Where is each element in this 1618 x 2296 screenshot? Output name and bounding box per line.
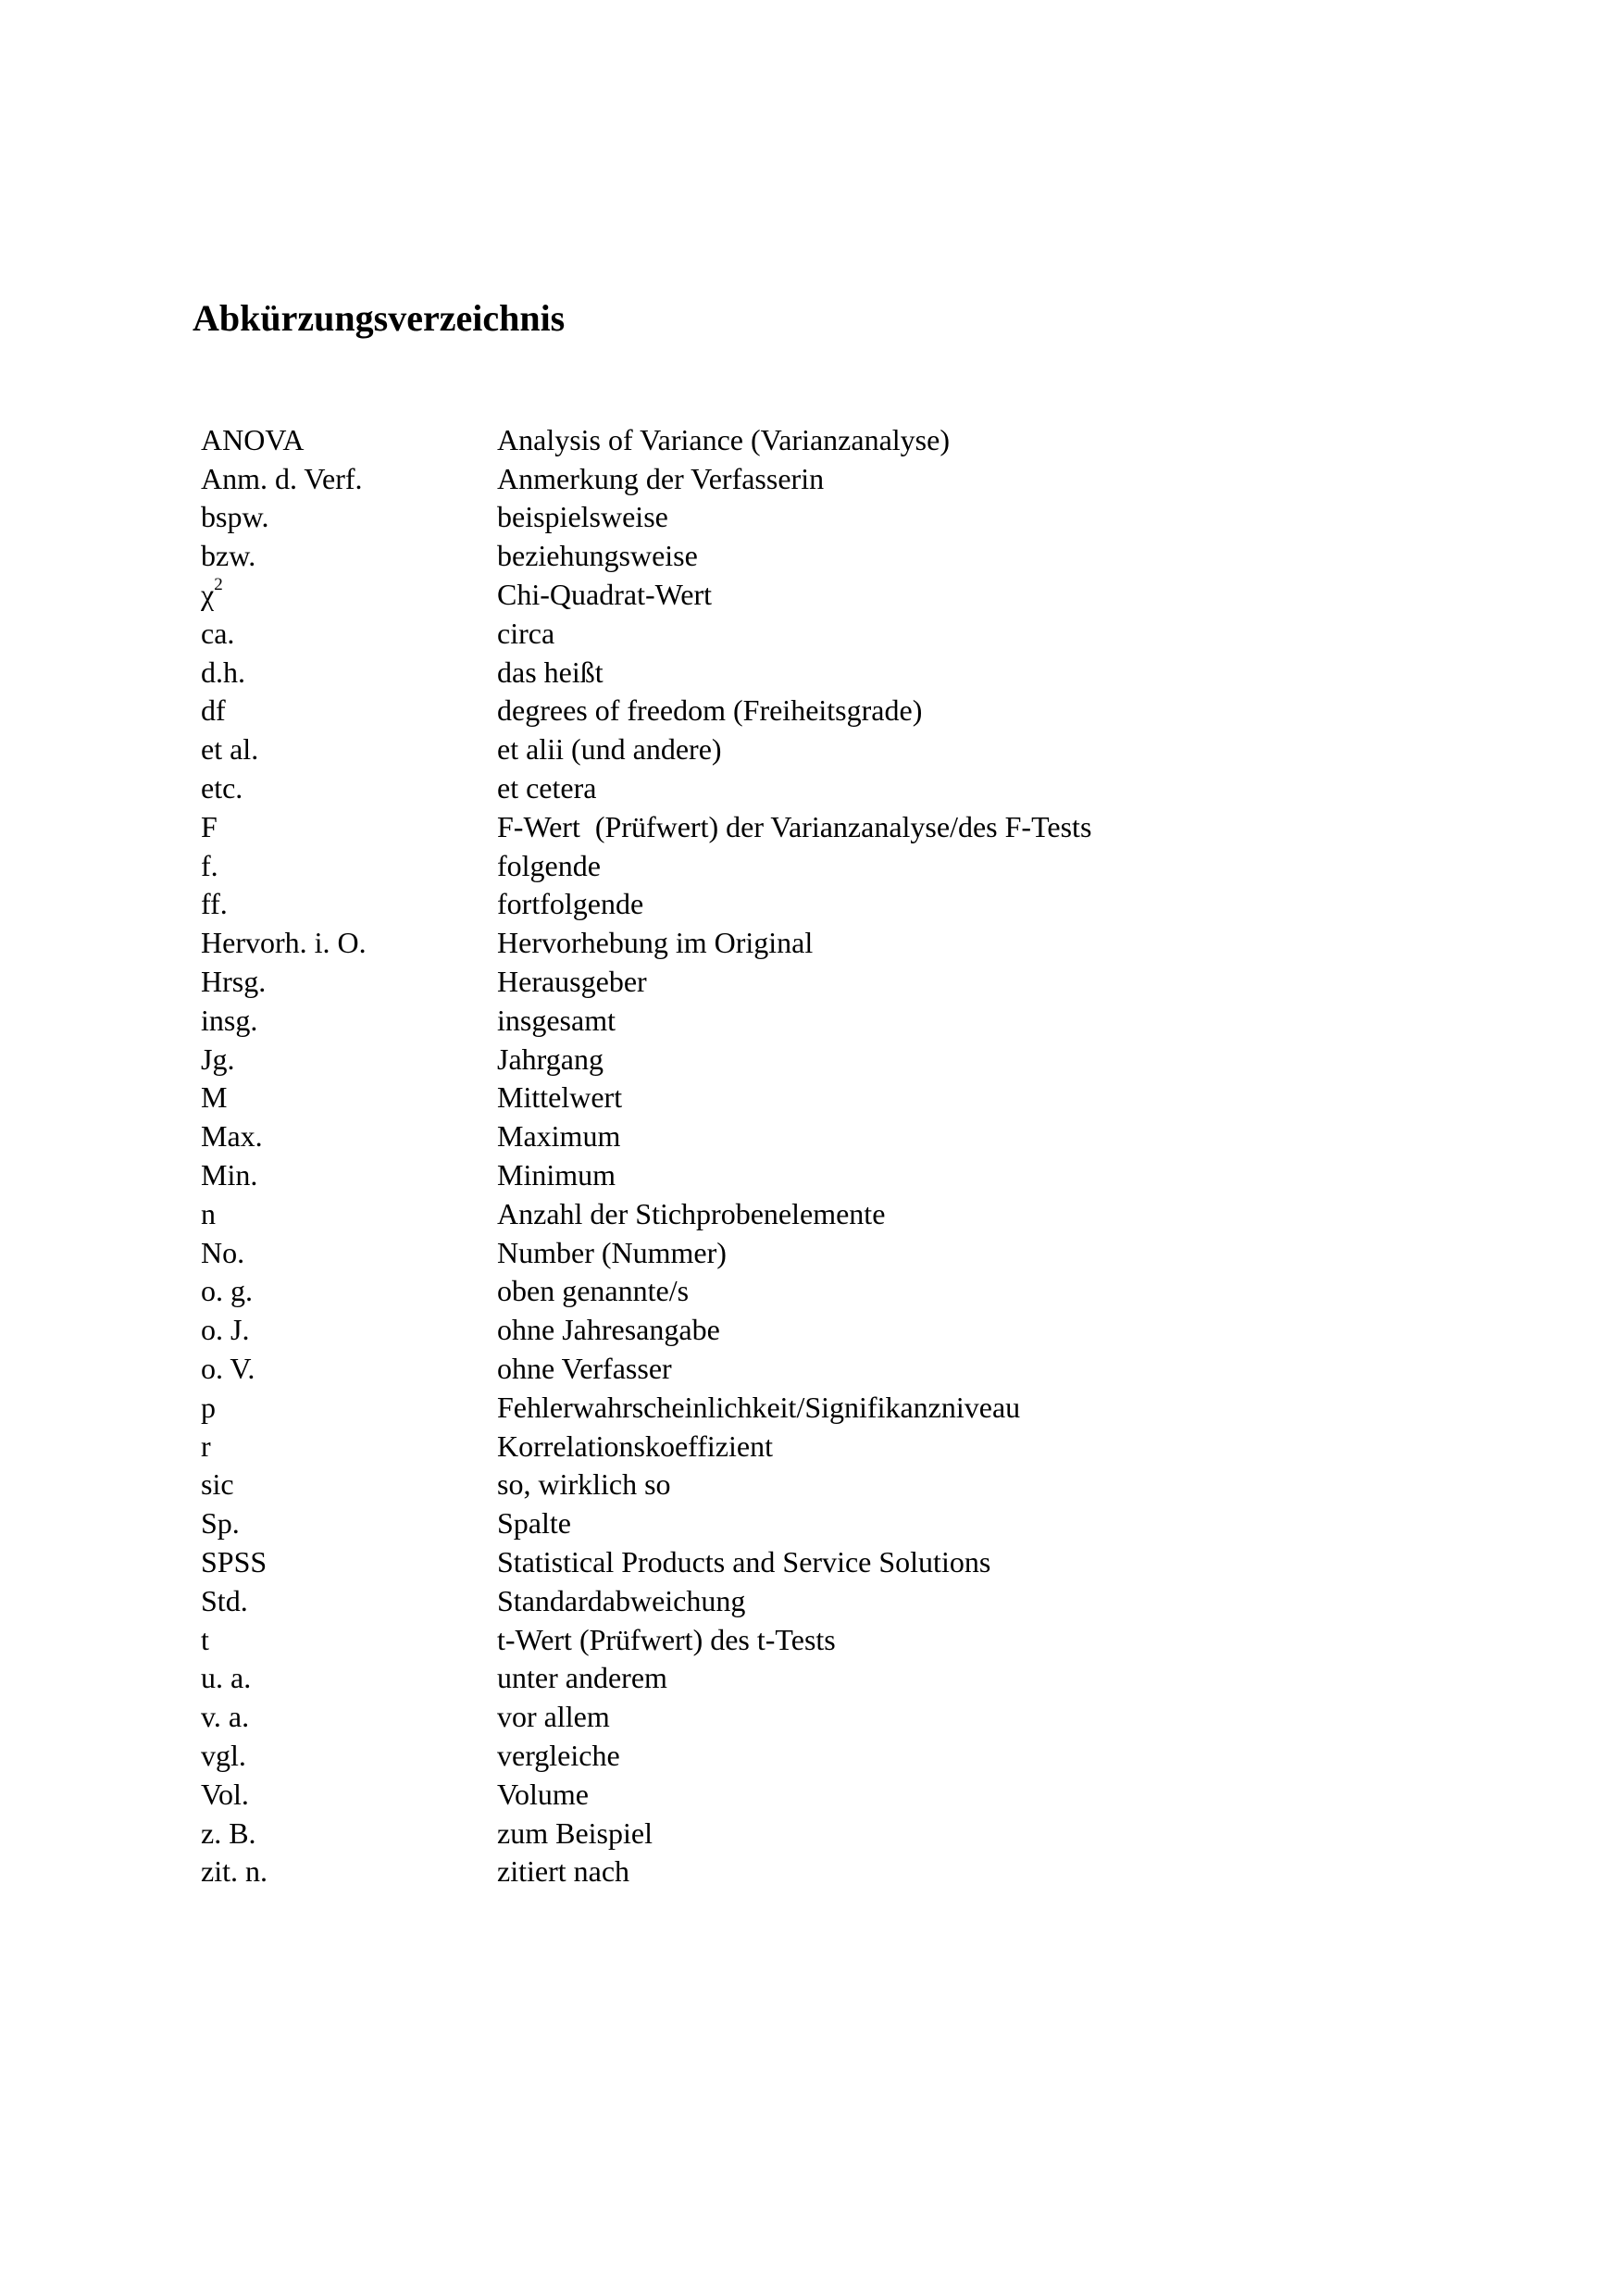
abbreviation-definition: Volume bbox=[497, 1777, 589, 1811]
abbreviation-definition: so, wirklich so bbox=[497, 1467, 671, 1502]
abbreviation-definition: das heißt bbox=[497, 655, 604, 689]
abbreviation-row bbox=[201, 1620, 1091, 1659]
abbreviation-term: Jg. bbox=[201, 1042, 235, 1076]
abbreviation-term: No. bbox=[201, 1235, 245, 1269]
abbreviation-definition: fortfolgende bbox=[497, 887, 644, 921]
abbreviation-term: F bbox=[201, 809, 218, 843]
abbreviation-definition: unter anderem bbox=[497, 1661, 667, 1695]
abbreviation-row bbox=[201, 1542, 1091, 1581]
abbreviation-term: z. B. bbox=[201, 1816, 256, 1850]
abbreviation-term: Std. bbox=[201, 1583, 248, 1617]
abbreviation-definition: zitiert nach bbox=[497, 1854, 630, 1889]
abbreviation-term: u. a. bbox=[201, 1661, 252, 1695]
abbreviation-definition: Analysis of Variance (Varianzanalyse) bbox=[497, 422, 950, 456]
abbreviation-row bbox=[201, 459, 1091, 498]
abbreviation-row bbox=[201, 1194, 1091, 1233]
abbreviation-row bbox=[201, 730, 1091, 768]
abbreviation-row bbox=[201, 1852, 1091, 1890]
abbreviation-row bbox=[201, 1349, 1091, 1388]
abbreviation-row bbox=[201, 653, 1091, 692]
abbreviation-definition: ohne Verfasser bbox=[497, 1352, 672, 1386]
abbreviation-definition: Number (Nummer) bbox=[497, 1235, 727, 1269]
abbreviation-row bbox=[201, 1697, 1091, 1736]
abbreviation-term: ff. bbox=[201, 887, 228, 921]
abbreviation-term: zit. n. bbox=[201, 1854, 268, 1889]
abbreviation-term: o. J. bbox=[201, 1313, 250, 1347]
abbreviation-term: d.h. bbox=[201, 655, 245, 689]
abbreviation-definition: ohne Jahresangabe bbox=[497, 1313, 720, 1347]
abbreviation-row bbox=[201, 575, 1091, 614]
abbreviation-definition: Standardabweichung bbox=[497, 1583, 746, 1617]
abbreviation-definition: Statistical Products and Service Solutions bbox=[497, 1545, 991, 1578]
abbreviation-row bbox=[201, 1001, 1091, 1040]
abbreviation-term: f. bbox=[201, 848, 218, 882]
abbreviation-definition: Anmerkung der Verfasserin bbox=[497, 461, 825, 495]
abbreviation-row bbox=[201, 692, 1091, 730]
abbreviation-term: M bbox=[201, 1080, 228, 1115]
abbreviation-row bbox=[201, 1427, 1091, 1466]
abbreviation-definition: Hervorhebung im Original bbox=[497, 926, 814, 960]
abbreviation-definition: beispielsweise bbox=[497, 500, 668, 534]
abbreviation-row bbox=[201, 1079, 1091, 1117]
abbreviation-row bbox=[201, 885, 1091, 924]
abbreviation-row bbox=[201, 807, 1091, 846]
abbreviation-term: etc. bbox=[201, 771, 243, 805]
abbreviation-row bbox=[201, 1233, 1091, 1272]
abbreviation-definition: circa bbox=[497, 616, 555, 650]
abbreviation-term: SPSS bbox=[201, 1545, 268, 1578]
abbreviation-definition: Jahrgang bbox=[497, 1042, 604, 1076]
abbreviation-row bbox=[201, 614, 1091, 653]
abbreviation-row bbox=[201, 846, 1091, 885]
abbreviation-row bbox=[201, 1581, 1091, 1620]
abbreviation-definition: insgesamt bbox=[497, 1003, 616, 1037]
abbreviation-term: Min. bbox=[201, 1158, 258, 1192]
abbreviation-definition: Mittelwert bbox=[497, 1080, 623, 1115]
abbreviation-row bbox=[201, 1272, 1091, 1311]
abbreviation-definition: folgende bbox=[497, 848, 601, 882]
abbreviation-definition: t-Wert (Prüfwert) des t-Tests bbox=[497, 1622, 836, 1656]
abbreviation-term: Vol. bbox=[201, 1777, 249, 1811]
abbreviation-row bbox=[201, 1775, 1091, 1814]
abbreviation-row bbox=[201, 536, 1091, 575]
abbreviation-term: Hervorh. i. O. bbox=[201, 926, 367, 960]
abbreviation-term: et al. bbox=[201, 732, 259, 767]
abbreviation-definition: Minimum bbox=[497, 1158, 616, 1192]
abbreviation-definition: Herausgeber bbox=[497, 965, 647, 999]
abbreviation-row bbox=[201, 1466, 1091, 1504]
abbreviation-definition: Chi-Quadrat-Wert bbox=[497, 578, 712, 612]
abbreviation-definition: Korrelationskoeffizient bbox=[497, 1429, 773, 1463]
abbreviation-list bbox=[201, 420, 1091, 1890]
abbreviation-term: sic bbox=[201, 1467, 234, 1502]
abbreviation-row bbox=[201, 1310, 1091, 1349]
abbreviation-term: n bbox=[201, 1196, 216, 1230]
chi-symbol: χ bbox=[201, 578, 215, 612]
abbreviation-definition: Maximum bbox=[497, 1119, 621, 1154]
abbreviation-term bbox=[201, 575, 497, 612]
abbreviation-term: bspw. bbox=[201, 500, 269, 534]
abbreviation-definition: vor allem bbox=[497, 1700, 610, 1734]
abbreviation-row bbox=[201, 768, 1091, 807]
abbreviation-definition: oben genannte/s bbox=[497, 1274, 690, 1308]
abbreviation-term: ANOVA bbox=[201, 422, 305, 456]
abbreviation-term: v. a. bbox=[201, 1700, 250, 1734]
abbreviation-definition: Anzahl der Stichprobenelemente bbox=[497, 1196, 886, 1230]
abbreviation-row bbox=[201, 1155, 1091, 1194]
abbreviation-term: Anm. d. Verf. bbox=[201, 461, 363, 495]
abbreviation-term: r bbox=[201, 1429, 211, 1463]
abbreviation-definition: degrees of freedom (Freiheitsgrade) bbox=[497, 693, 923, 728]
abbreviation-row bbox=[201, 420, 1091, 459]
abbreviation-term: ca. bbox=[201, 616, 235, 650]
abbreviation-term: p bbox=[201, 1390, 216, 1424]
abbreviation-row bbox=[201, 1659, 1091, 1698]
abbreviation-definition: beziehungsweise bbox=[497, 539, 698, 573]
abbreviation-row bbox=[201, 1117, 1091, 1155]
abbreviation-definition: zum Beispiel bbox=[497, 1816, 653, 1850]
abbreviation-definition: Fehlerwahrscheinlichkeit/Signifikanzniveau bbox=[497, 1390, 1021, 1424]
abbreviation-term: bzw. bbox=[201, 539, 256, 573]
abbreviation-term: Sp. bbox=[201, 1506, 240, 1541]
abbreviation-term: df bbox=[201, 693, 226, 728]
superscript-two: 2 bbox=[214, 575, 223, 595]
abbreviation-row bbox=[201, 1504, 1091, 1542]
abbreviation-definition: vergleiche bbox=[497, 1738, 620, 1772]
abbreviation-definition: Spalte bbox=[497, 1506, 571, 1541]
abbreviation-term: vgl. bbox=[201, 1738, 246, 1772]
abbreviation-row bbox=[201, 923, 1091, 962]
abbreviation-term: o. V. bbox=[201, 1352, 255, 1386]
abbreviation-term: Hrsg. bbox=[201, 965, 267, 999]
abbreviation-row bbox=[201, 498, 1091, 537]
abbreviation-definition: et cetera bbox=[497, 771, 597, 805]
abbreviation-term: o. g. bbox=[201, 1274, 253, 1308]
abbreviation-row bbox=[201, 962, 1091, 1001]
abbreviation-definition: F-Wert (Prüfwert) der Varianzanalyse/des F-Tests bbox=[497, 809, 1092, 843]
abbreviation-row bbox=[201, 1814, 1091, 1853]
abbreviation-row bbox=[201, 1388, 1091, 1427]
page-title: Abkürzungsverzeichnis bbox=[193, 297, 566, 339]
abbreviation-row bbox=[201, 1736, 1091, 1775]
abbreviation-definition: et alii (und andere) bbox=[497, 732, 722, 767]
abbreviation-term: Max. bbox=[201, 1119, 263, 1154]
abbreviation-term: t bbox=[201, 1622, 209, 1656]
abbreviation-term: insg. bbox=[201, 1003, 258, 1037]
abbreviation-row bbox=[201, 1040, 1091, 1079]
